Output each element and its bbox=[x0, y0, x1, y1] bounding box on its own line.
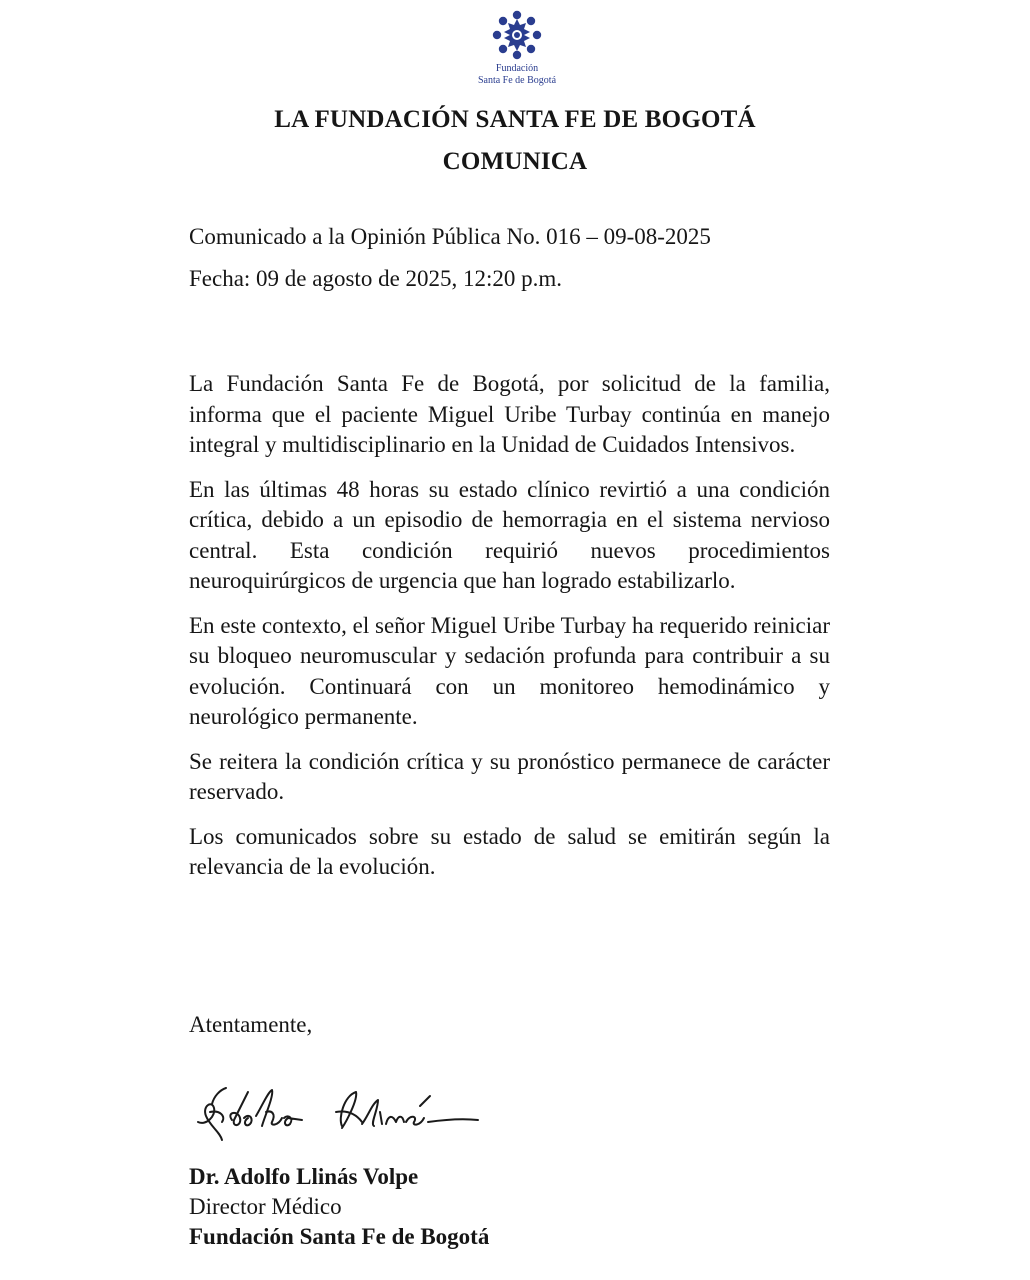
signer-role: Director Médico bbox=[189, 1194, 342, 1219]
body-paragraph: En este contexto, el señor Miguel Uribe Turbay ha requerido reiniciar su bloqueo neuromuscular y sedación profunda para contribuir a su evolución. Continuará con un monitoreo hemodinámico y neurológico permanente. bbox=[189, 612, 830, 729]
body-paragraph: La Fundación Santa Fe de Bogotá, por solicitud de la familia, informa que el paciente Miguel Uribe Turbay continúa en manejo integral y multidisciplinario en la Unidad de Cuidados Intensivos. bbox=[189, 371, 830, 457]
foundation-star-logo-icon bbox=[490, 8, 544, 62]
signer-organization: Fundación Santa Fe de Bogotá bbox=[189, 1224, 490, 1249]
document-body bbox=[189, 369, 830, 897]
document-subtitle: COMUNICA bbox=[442, 148, 588, 175]
closing-salutation: Atentamente, bbox=[189, 1012, 313, 1037]
document-title: LA FUNDACIÓN SANTA FE DE BOGOTÁ bbox=[274, 106, 756, 133]
body-paragraph: En las últimas 48 horas su estado clínico revirtió a una condición crítica, debido a un episodio de hemorragia en el sistema nervioso central. Esta condición requirió nuevos procedimientos neuroquirúrgicos de urgencia que han logrado estabilizarlo. bbox=[189, 476, 830, 593]
signer-name: Dr. Adolfo Llinás Volpe bbox=[189, 1164, 419, 1189]
body-paragraph: Los comunicados sobre su estado de salud se emitirán según la relevancia de la evolución. bbox=[189, 823, 830, 879]
handwritten-signature-icon bbox=[192, 1082, 482, 1148]
signer-block bbox=[189, 1162, 489, 1252]
communique-date: Fecha: 09 de agosto de 2025, 12:20 p.m. bbox=[189, 266, 563, 291]
logo-text-line1: Fundación bbox=[495, 63, 539, 74]
communique-number: Comunicado a la Opinión Pública No. 016 – 09-08-2025 bbox=[189, 224, 711, 249]
foundation-logo bbox=[472, 8, 562, 96]
body-paragraph: Se reitera la condición crítica y su pronóstico permanece de carácter reservado. bbox=[189, 748, 830, 804]
logo-text-line2: Santa Fe de Bogotá bbox=[477, 75, 557, 86]
